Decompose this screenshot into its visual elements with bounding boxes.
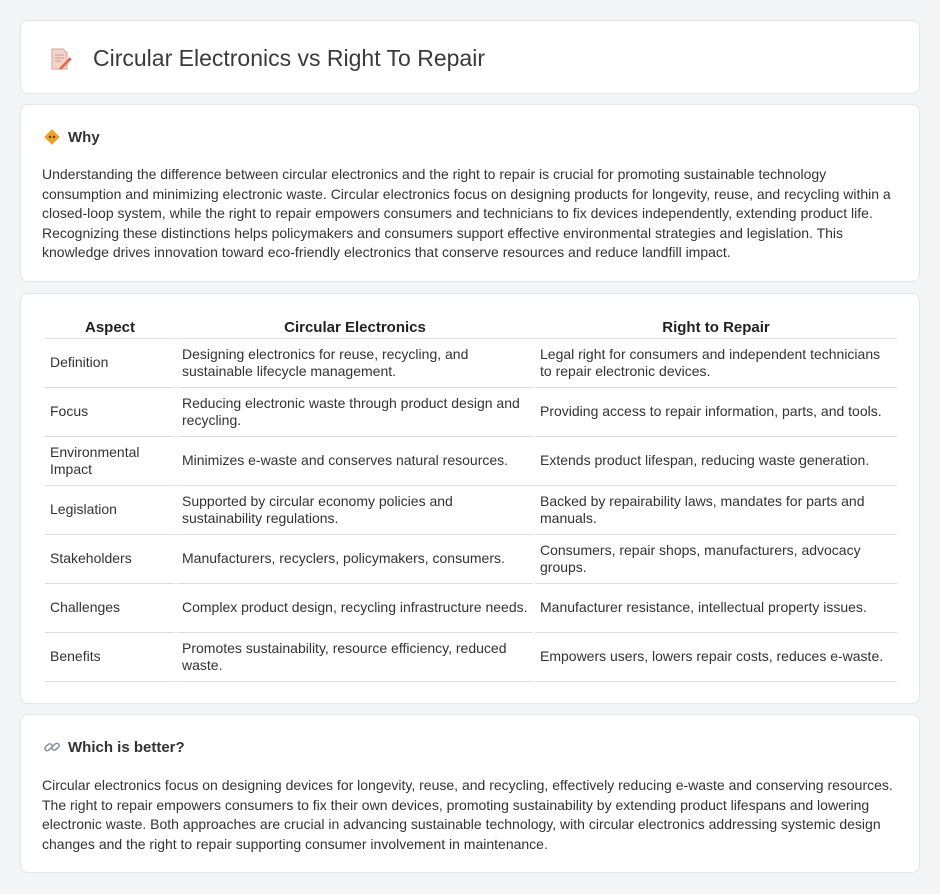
repair-cell: Empowers users, lowers repair costs, reduces e-waste.: [535, 633, 897, 682]
header-card: [20, 20, 920, 94]
table-row: [45, 388, 897, 437]
circular-cell: Complex product design, recycling infrastructure needs.: [177, 584, 533, 633]
table-row: [45, 633, 897, 682]
aspect-cell: Challenges: [45, 584, 175, 633]
why-text: Understanding the difference between circular electronics and the right to repair is crucial for promoting sustainable technology consumption and minimizing electronic waste. Circular electronics focus on designing products for longevity, reuse, and recycling within a closed-loop system, while the right to repair empowers consumers and technicians to fix devices independently, extending product life. Recognizing these distinctions helps policymakers and consumers support effective environmental strategies and legislation. This knowledge drives innovation toward eco-friendly electronics that conserve resources and reduce landfill impact.: [42, 166, 891, 261]
better-heading-row: [43, 738, 185, 756]
better-text: Circular electronics focus on designing devices for longevity, reuse, and recycling, effectively reducing e-waste and conserving resources. The right to repair empowers consumers to fix their own devices, promoting sustainability by extending product lifespans and lowering electronic waste. Both approaches are crucial in advancing sustainable technology, with circular electronics addressing systemic design changes and the right to repair supporting consumer involvement in maintenance.: [42, 777, 893, 852]
better-card: [20, 714, 920, 873]
repair-cell: Providing access to repair information, parts, and tools.: [535, 388, 897, 437]
circular-cell: Manufacturers, recyclers, policymakers, consumers.: [177, 535, 533, 584]
aspect-cell: Definition: [45, 339, 175, 388]
circular-cell: Supported by circular economy policies and sustainability regulations.: [177, 486, 533, 535]
circular-cell: Designing electronics for reuse, recycling, and sustainable lifecycle management.: [177, 339, 533, 388]
circular-cell: Promotes sustainability, resource efficiency, reduced waste.: [177, 633, 533, 682]
aspect-cell: Focus: [45, 388, 175, 437]
circular-cell: Minimizes e-waste and conserves natural resources.: [177, 437, 533, 486]
repair-cell: Manufacturer resistance, intellectual property issues.: [535, 584, 897, 633]
page-title: Circular Electronics vs Right To Repair: [93, 45, 485, 71]
aspect-cell: Stakeholders: [45, 535, 175, 584]
aspect-cell: Environmental Impact: [45, 437, 175, 486]
table-header-row: [45, 316, 897, 339]
why-heading-row: [43, 128, 100, 146]
aspect-cell: Benefits: [45, 633, 175, 682]
diamond-warning-icon: [43, 128, 61, 146]
better-heading: Which is better?: [68, 738, 185, 756]
aspect-cell: Legislation: [45, 486, 175, 535]
header-right-to-repair: Right to Repair: [535, 316, 897, 339]
circular-cell: Reducing electronic waste through product design and recycling.: [177, 388, 533, 437]
table-row: [45, 339, 897, 388]
repair-cell: Legal right for consumers and independent technicians to repair electronic devices.: [535, 339, 897, 388]
table-card: [20, 293, 920, 704]
repair-cell: Backed by repairability laws, mandates for parts and manuals.: [535, 486, 897, 535]
table-row: [45, 437, 897, 486]
document-edit-icon: [47, 46, 73, 72]
link-icon: [43, 738, 61, 756]
why-card: [20, 104, 920, 282]
table-row: [45, 584, 897, 633]
table-row: [45, 535, 897, 584]
header-circular-electronics: Circular Electronics: [177, 316, 533, 339]
header-aspect: Aspect: [45, 316, 175, 339]
repair-cell: Extends product lifespan, reducing waste generation.: [535, 437, 897, 486]
repair-cell: Consumers, repair shops, manufacturers, advocacy groups.: [535, 535, 897, 584]
why-heading: Why: [68, 128, 100, 146]
title-row: [47, 45, 485, 72]
table-row: [45, 486, 897, 535]
comparison-table: [43, 316, 899, 682]
